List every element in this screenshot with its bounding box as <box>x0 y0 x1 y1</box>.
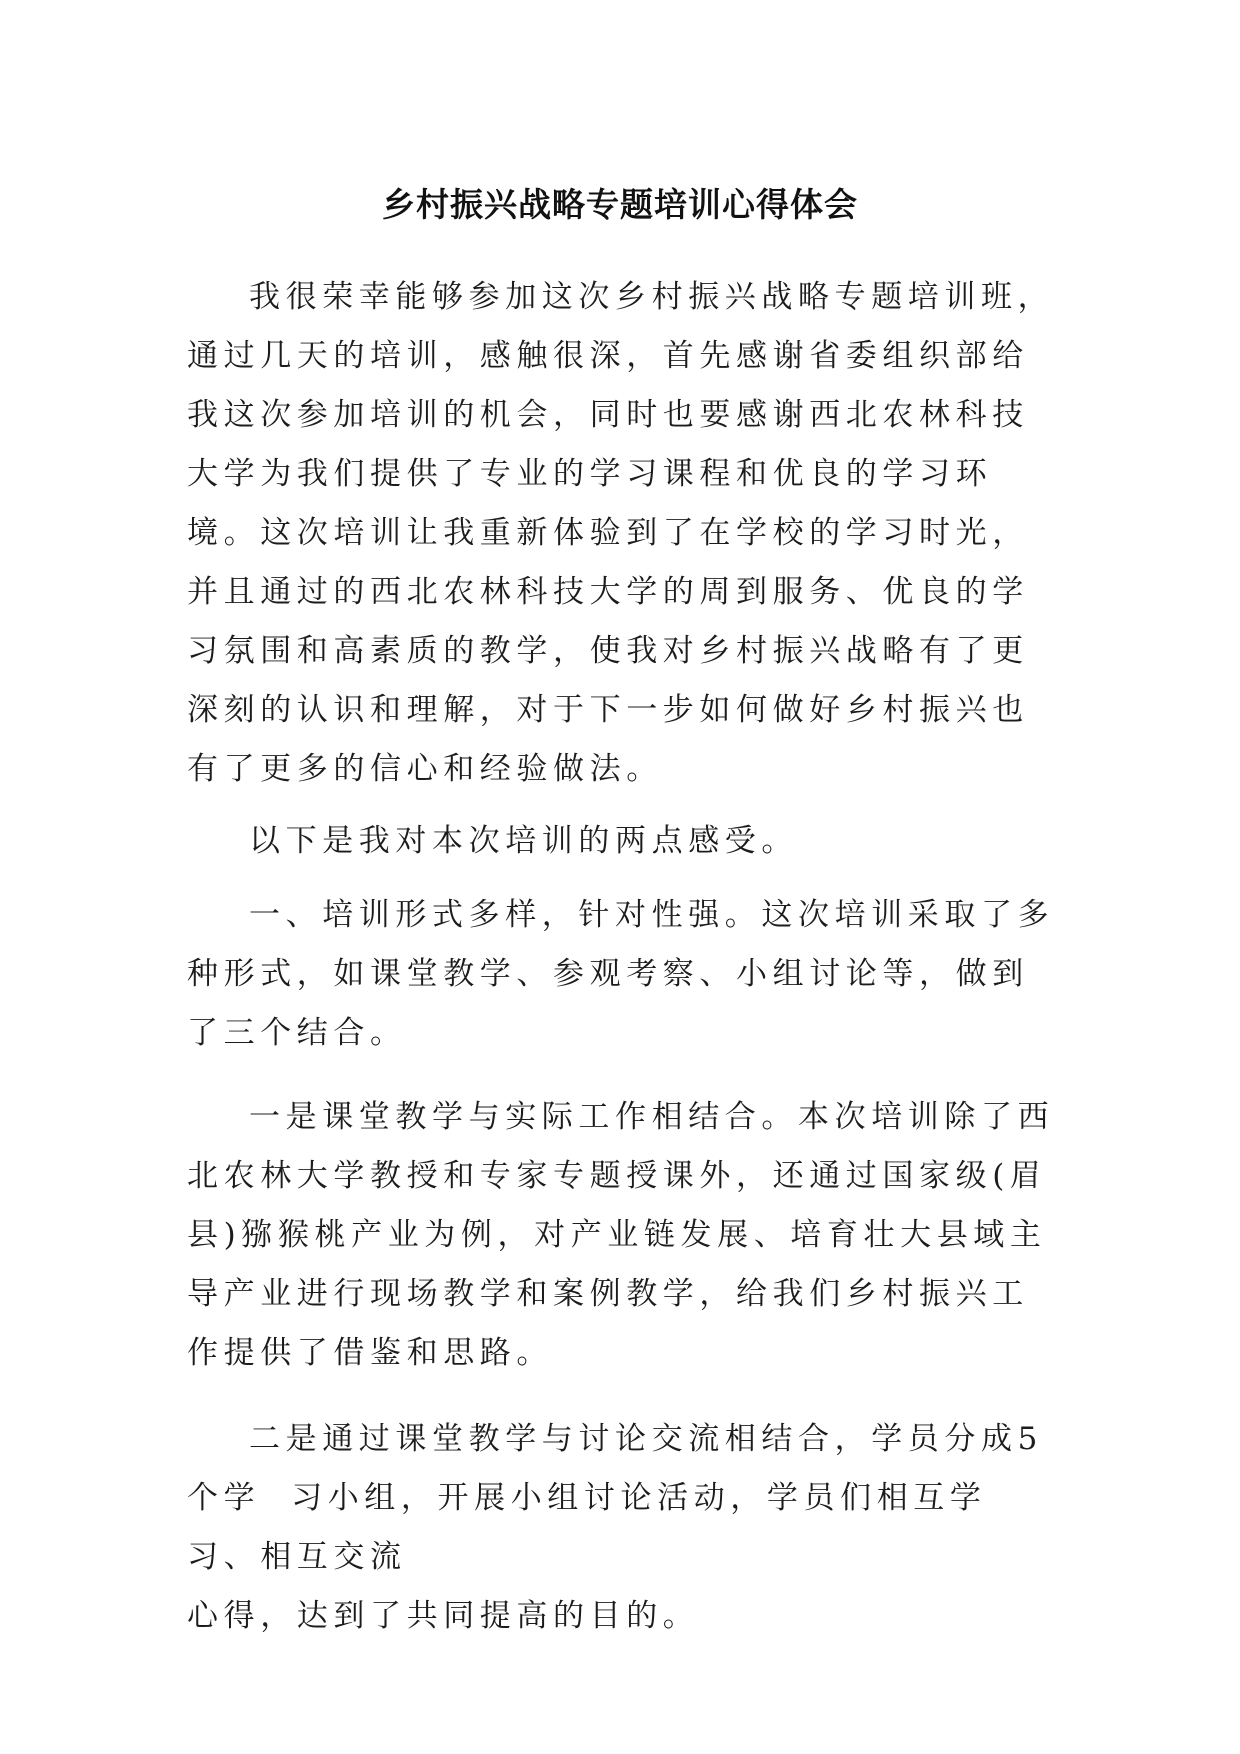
document-body <box>187 268 1057 1646</box>
paragraph-summary: 以下是我对本次培训的两点感受。 <box>249 823 798 859</box>
paragraph-intro: 我很荣幸能够参加这次乡村振兴战略专题培训班，通过几天的培训，感触很深，首先感谢省委组织部给我这次参加培训的机会，同时也要感谢西北农林科技大学为我们提供了专业的学习课程和优良的学习环境。这次培训让我重新体验到了在学校的学习时光，并且通过的西北农林科技大学的周到服务、优良的学习氛围和高素质的教学，使我对乡村振兴战略有了更深刻的认识和理解，对于下一步如何做好乡村振兴也有了更多的信心和经验做法。 <box>187 279 1055 787</box>
paragraph-point-one: 一、培训形式多样，针对性强。这次培训采取了多种形式，如课堂教学、参观考察、小组讨论等，做到了三个结合。 <box>187 897 1055 1051</box>
document-title: 乡村振兴战略专题培训心得体会 <box>382 185 858 225</box>
paragraph-combination-two: 二是通过课堂教学与讨论交流相结合，学员分成5个学 习小组，开展小组讨论活动，学员们相互学习、相互交流 <box>187 1421 1043 1575</box>
paragraph-combination-one: 一是课堂教学与实际工作相结合。本次培训除了西北农林大学教授和专家专题授课外，还通过国家级(眉县)猕猴桃产业为例，对产业链发展、培育壮大县域主导产业进行现场教学和案例教学，给我们乡村振兴工作提供了借鉴和思路。 <box>187 1099 1055 1371</box>
paragraph-trailing-line: 心得，达到了共同提高的目的。 <box>187 1598 700 1634</box>
